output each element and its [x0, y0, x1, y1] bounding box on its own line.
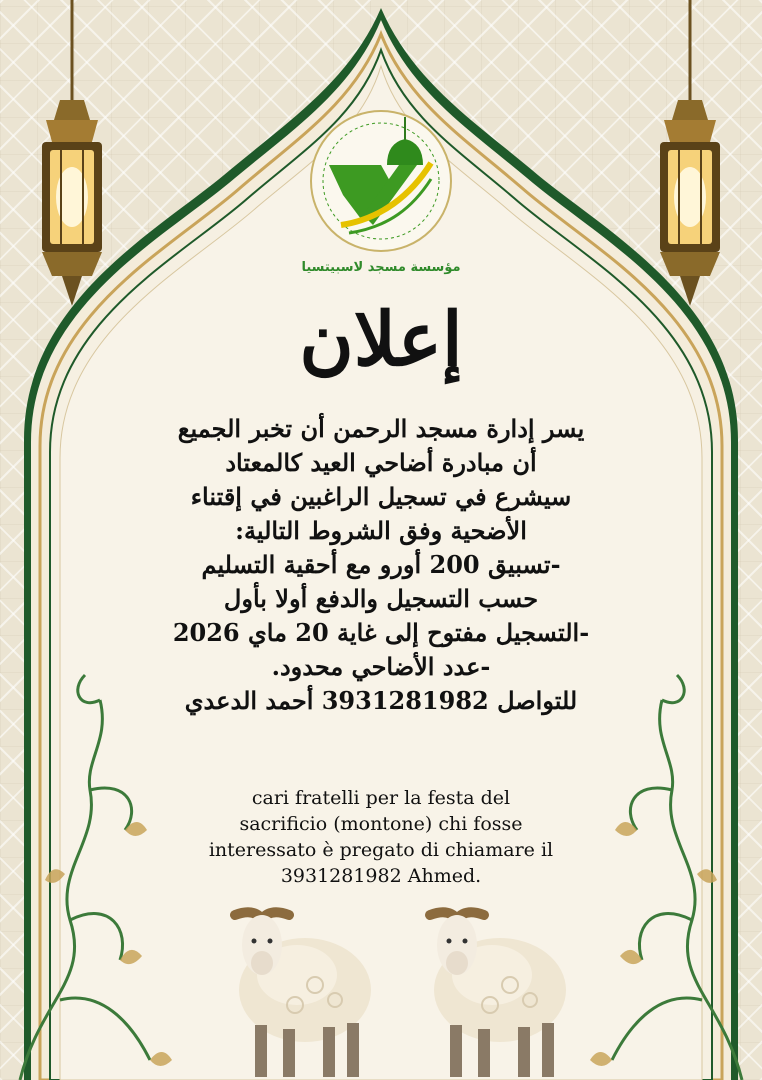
- arabic-line: -تسبيق 200 أورو مع أحقية التسليم: [201, 550, 561, 579]
- ram-icon: [205, 895, 375, 1080]
- arabic-line: سيشرع في تسجيل الراغبين في إقتناء: [190, 482, 572, 511]
- organization-name: مؤسسة مسجد لاسبيتسيا: [301, 260, 461, 275]
- italian-contact-line: 3931281982 Ahmed.: [280, 865, 482, 887]
- announcement-title: إعلان: [299, 297, 463, 383]
- arabic-line: -عدد الأضاحي محدود.: [271, 652, 491, 681]
- italian-line: sacrificio (montone) chi fosse: [239, 813, 523, 835]
- mosque-logo-icon: [305, 105, 457, 257]
- arabic-line: أن مبادرة أضاحي العيد كالمعتاد: [225, 448, 537, 477]
- lantern-icon: [650, 0, 730, 310]
- arabic-contact-line: للتواصل 3931281982 أحمد الدعدي: [184, 686, 578, 715]
- arabic-line: يسر إدارة مسجد الرحمن أن تخبر الجميع: [177, 414, 585, 443]
- ram-icon: [400, 895, 570, 1080]
- italian-line: interessato è pregato di chiamare il: [208, 839, 554, 861]
- arabic-announcement-text: [150, 412, 612, 718]
- arabic-line: الأضحية وفق الشروط التالية:: [235, 516, 527, 545]
- lantern-icon: [32, 0, 112, 310]
- italian-announcement-text: [181, 785, 581, 889]
- italian-line: cari fratelli per la festa del: [251, 787, 511, 809]
- arabic-line: -التسجيل مفتوح إلى غاية 20 ماي 2026: [172, 618, 590, 647]
- arabic-line: حسب التسجيل والدفع أولا بأول: [223, 584, 539, 613]
